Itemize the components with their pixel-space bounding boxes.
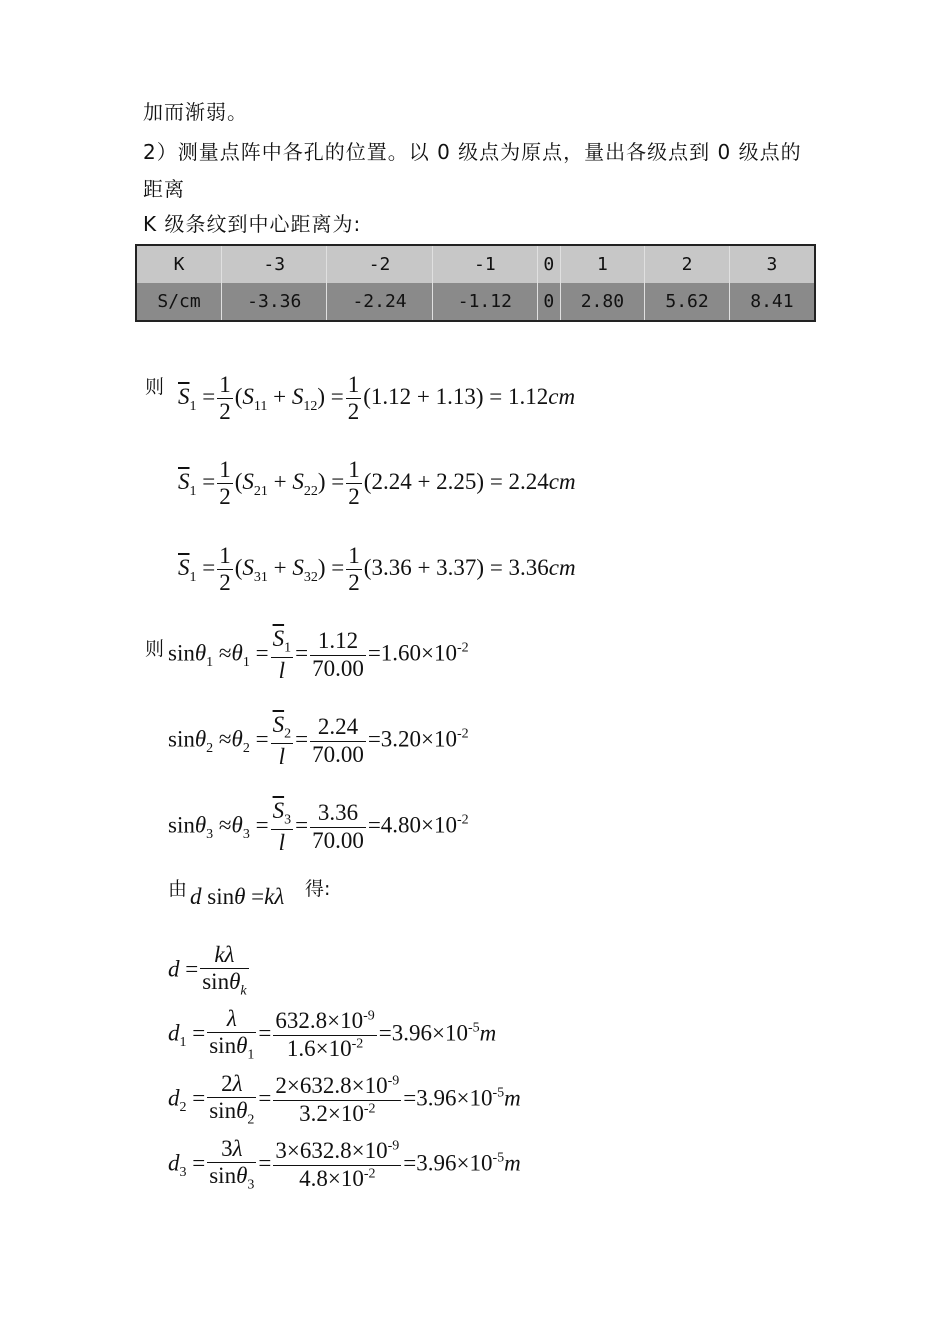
equation-d1: $d_1$ = $\frac{\lambda}{\sin\theta_1}$ = $\frac{632.8\times 10^{-9}}{1.6\times 10^{-2}}$ $=3.96\times 10^{-5}m$ [168,1006,497,1064]
label-ze-2: 则 [145,638,165,660]
table-value-row [136,283,815,321]
table-cell: -2 [327,245,432,283]
label-de: 得: [305,878,331,900]
table-cell: -3.36 [222,283,327,321]
table-cell: -1.12 [432,283,537,321]
table-cell: 2 [645,245,730,283]
table-cell: -3 [222,245,327,283]
equation-theta2: $\sin\theta_2 \approx\theta_2$ = $\frac{\overline{S}_2}{l}$ = $\frac{2.24}{70.00}$ $=3.20\times 10^{-2}$ [168,712,469,769]
equation-s3: $\overline{S}_1$ = $\frac{1}{2}$ $(S_{31} + S_{32})$ = $\frac{1}{2}$ (3.36 + 3.37) = 3.36cm [178,543,576,596]
table-cell: 0 [537,283,560,321]
table-header-row [136,245,815,283]
table-cell: K [136,245,222,283]
equation-d3: $d_3$ = $\frac{3\lambda}{\sin\theta_3}$ = $\frac{3\times 632.8\times 10^{-9}}{4.8\times 10^{-2}}$ $=3.96\times 10^{-5}m$ [168,1136,521,1194]
table-cell: 0 [537,245,560,283]
text-line-1: 加而渐弱。 [143,100,248,124]
table-cell: -2.24 [327,283,432,321]
text-line-2: 2）测量点阵中各孔的位置。以 0 级点为原点，量出各级点到 0 级点的 [143,140,802,164]
equation-s2: $\overline{S}_1$ = $\frac{1}{2}$ $(S_{21} + S_{22})$ = $\frac{1}{2}$ (2.24 + 2.25) = 2.24cm [178,457,576,510]
equation-theta1: $\sin\theta_1 \approx\theta_1$ = $\frac{\overline{S}_1}{l}$ = $\frac{1.12}{70.00}$ $=1.60\times 10^{-2}$ [168,626,469,683]
label-ze-1: 则 [145,376,165,398]
text-line-3: 距离 [143,177,185,201]
distance-table [135,244,816,322]
table-cell: 8.41 [729,283,815,321]
table-cell: 3 [729,245,815,283]
table-cell: S/cm [136,283,222,321]
table-cell: -1 [432,245,537,283]
equation-d2: $d_2$ = $\frac{2\lambda}{\sin\theta_2}$ = $\frac{2\times 632.8\times 10^{-9}}{3.2\times 10^{-2}}$ $=3.96\times 10^{-5}m$ [168,1071,521,1129]
label-you: 由 [168,878,188,900]
table-cell: 2.80 [560,283,645,321]
table-cell: 1 [560,245,645,283]
equation-d-general: d = $\frac{k\lambda}{\sin\theta_k}$ [168,942,247,1000]
table-cell: 5.62 [645,283,730,321]
equation-grating: d sinθ =kλ [190,884,285,909]
text-line-4: K 级条纹到中心距离为: [143,212,362,236]
equation-theta3: $\sin\theta_3 \approx\theta_3$ = $\frac{\overline{S}_3}{l}$ = $\frac{3.36}{70.00}$ $=4.80\times 10^{-2}$ [168,798,469,855]
equation-s1: $\overline{S}_1$ = $\frac{1}{2}$ $(S_{11} + S_{12})$ = $\frac{1}{2}$ (1.12 + 1.13) = 1.12cm [178,372,576,425]
